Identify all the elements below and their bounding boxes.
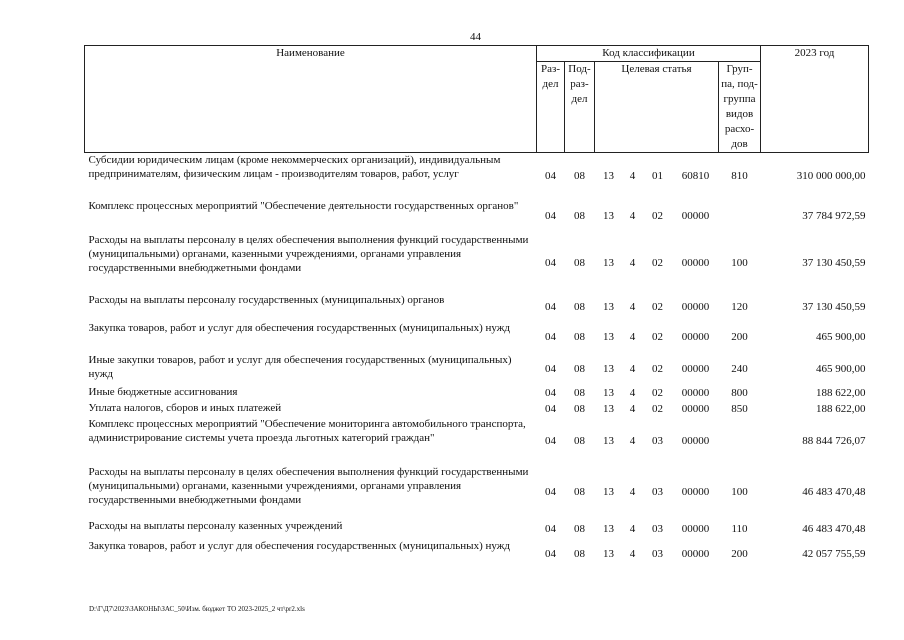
row-expense-group: 110 (731, 522, 748, 535)
row-amount: 465 900,00 (816, 362, 866, 375)
row-podrazdel: 08 (574, 169, 585, 182)
row-expense-group: 810 (731, 169, 748, 182)
row-target-article-type: 4 (629, 330, 636, 343)
row-target-article-type: 4 (629, 209, 636, 222)
row-amount: 310 000 000,00 (796, 169, 866, 182)
row-target-article-program: 13 (603, 547, 614, 560)
table-row (85, 153, 869, 199)
row-expense-group: 200 (731, 330, 748, 343)
row-target-article-type: 4 (629, 547, 636, 560)
row-target-article-program: 13 (603, 169, 614, 182)
row-amount: 37 784 972,59 (802, 209, 866, 222)
row-podrazdel: 08 (574, 402, 585, 415)
row-name: Комплекс процессных мероприятий "Обеспечение деятельности государственных органов" (88, 199, 519, 212)
row-target-article-direction: 00000 (681, 522, 710, 535)
row-target-article-type: 4 (629, 402, 636, 415)
row-name: Иные закупки товаров, работ и услуг для обеспечения государственных (муниципальных) нужд (88, 353, 512, 380)
row-target-article-program: 13 (603, 209, 614, 222)
page-number: 44 (470, 31, 481, 43)
row-amount: 46 483 470,48 (802, 485, 866, 498)
row-name: Закупка товаров, работ и услуг для обеспечения государственных (муниципальных) нужд (88, 321, 510, 334)
row-name: Закупка товаров, работ и услуг для обеспечения государственных (муниципальных) нужд (88, 539, 510, 552)
row-target-article-direction: 00000 (681, 300, 710, 313)
row-razdel: 04 (545, 362, 556, 375)
row-name: Иные бюджетные ассигнования (88, 385, 238, 398)
row-expense-group (719, 417, 761, 465)
row-target-article-complex: 02 (652, 386, 663, 399)
budget-table-container (84, 45, 869, 569)
header-razdel: Раз- дел (537, 62, 565, 153)
row-target-article-type: 4 (629, 362, 636, 375)
row-razdel: 04 (545, 256, 556, 269)
row-target-article-complex: 01 (652, 169, 663, 182)
row-amount: 465 900,00 (816, 330, 866, 343)
row-podrazdel: 08 (574, 485, 585, 498)
row-razdel: 04 (545, 485, 556, 498)
row-name: Субсидии юридическим лицам (кроме некоммерческих организаций), индивидуальным предпринимателям, физическим лицам - производителям товаров, работ, услуг (88, 154, 501, 180)
row-razdel: 04 (545, 169, 556, 182)
row-target-article-complex: 03 (652, 434, 663, 447)
row-target-article-direction: 00000 (681, 362, 710, 375)
row-name: Расходы на выплаты персоналу в целях обеспечения выполнения функций государственными (муниципальными) органами, казенными учреждениями, органами управления государственными внебюджетными фондами (88, 233, 529, 274)
row-target-article-complex: 03 (652, 522, 663, 535)
row-target-article-direction: 60810 (681, 169, 710, 182)
row-target-article-type: 4 (629, 485, 636, 498)
row-razdel: 04 (545, 386, 556, 399)
row-target-article-type: 4 (629, 169, 636, 182)
row-expense-group: 200 (731, 547, 748, 560)
table-row (85, 199, 869, 233)
row-target-article-program: 13 (603, 434, 614, 447)
row-target-article-program: 13 (603, 362, 614, 375)
row-razdel: 04 (545, 547, 556, 560)
row-podrazdel: 08 (574, 256, 585, 269)
table-row (85, 353, 869, 385)
table-row (85, 385, 869, 401)
row-target-article-type: 4 (629, 256, 636, 269)
table-body (85, 153, 869, 569)
row-target-article-complex: 02 (652, 209, 663, 222)
row-target-article-program: 13 (603, 256, 614, 269)
footer-file-path: D:\Г\Д7\2023\ЗАКОНЫ\ЗАС_50\Изм. бюджет ТО 2023-2025_2 чт\pr2.xls (89, 605, 305, 613)
table-row (85, 293, 869, 321)
header-group: Груп- па, под- группа видов расхо- дов (719, 62, 761, 153)
row-target-article-type: 4 (629, 386, 636, 399)
row-target-article-program: 13 (603, 485, 614, 498)
row-target-article-program: 13 (603, 300, 614, 313)
row-podrazdel: 08 (574, 330, 585, 343)
row-target-article-direction: 00000 (681, 434, 710, 447)
row-name: Расходы на выплаты персоналу государственных (муниципальных) органов (88, 293, 445, 306)
row-target-article-type: 4 (629, 434, 636, 447)
row-podrazdel: 08 (574, 386, 585, 399)
row-expense-group: 100 (731, 485, 748, 498)
row-target-article-direction: 00000 (681, 209, 710, 222)
row-podrazdel: 08 (574, 362, 585, 375)
table-row (85, 465, 869, 519)
row-amount: 188 622,00 (816, 402, 866, 415)
header-target-article: Целевая статья (595, 62, 719, 153)
row-razdel: 04 (545, 434, 556, 447)
row-expense-group (719, 199, 761, 233)
budget-table (84, 45, 869, 569)
row-amount: 42 057 755,59 (802, 547, 866, 560)
row-name: Расходы на выплаты персоналу в целях обеспечения выполнения функций государственными (муниципальными) органами, казенными учреждениями, органами управления государственными внебюджетными фондами (88, 465, 529, 506)
row-razdel: 04 (545, 300, 556, 313)
row-target-article-complex: 02 (652, 256, 663, 269)
row-target-article-program: 13 (603, 330, 614, 343)
table-row (85, 321, 869, 353)
row-target-article-complex: 03 (652, 547, 663, 560)
row-target-article-complex: 02 (652, 300, 663, 313)
row-amount: 188 622,00 (816, 386, 866, 399)
row-target-article-program: 13 (603, 522, 614, 535)
table-row (85, 519, 869, 539)
table-row (85, 417, 869, 465)
header-podrazdel: Под- раз- дел (565, 62, 595, 153)
row-podrazdel: 08 (574, 547, 585, 560)
header-year: 2023 год (761, 46, 869, 153)
row-target-article-direction: 00000 (681, 330, 710, 343)
row-name: Уплата налогов, сборов и иных платежей (88, 401, 282, 414)
row-target-article-type: 4 (629, 300, 636, 313)
row-target-article-complex: 02 (652, 362, 663, 375)
row-razdel: 04 (545, 330, 556, 343)
row-target-article-type: 4 (629, 522, 636, 535)
table-row (85, 539, 869, 569)
row-amount: 37 130 450,59 (802, 300, 866, 313)
table-header (85, 46, 869, 153)
row-expense-group: 100 (731, 256, 748, 269)
row-target-article-complex: 02 (652, 330, 663, 343)
row-razdel: 04 (545, 209, 556, 222)
row-amount: 88 844 726,07 (802, 434, 866, 447)
row-target-article-direction: 00000 (681, 402, 710, 415)
row-name: Расходы на выплаты персоналу казенных учреждений (88, 519, 343, 532)
row-podrazdel: 08 (574, 300, 585, 313)
row-target-article-complex: 03 (652, 485, 663, 498)
row-target-article-direction: 00000 (681, 256, 710, 269)
row-razdel: 04 (545, 402, 556, 415)
row-razdel: 04 (545, 522, 556, 535)
row-podrazdel: 08 (574, 434, 585, 447)
header-name: Наименование (85, 46, 537, 153)
row-podrazdel: 08 (574, 522, 585, 535)
row-expense-group: 120 (731, 300, 748, 313)
row-target-article-program: 13 (603, 402, 614, 415)
row-podrazdel: 08 (574, 209, 585, 222)
row-name: Комплекс процессных мероприятий "Обеспечение мониторинга автомобильного транспорта, администрирование системы учета проезда льготных категорий граждан" (88, 417, 526, 444)
row-target-article-complex: 02 (652, 402, 663, 415)
header-code-classification: Код классификации (537, 46, 761, 62)
row-expense-group: 240 (731, 362, 748, 375)
row-target-article-direction: 00000 (681, 485, 710, 498)
table-row (85, 233, 869, 293)
row-amount: 37 130 450,59 (802, 256, 866, 269)
row-target-article-direction: 00000 (681, 386, 710, 399)
row-target-article-program: 13 (603, 386, 614, 399)
row-expense-group: 800 (731, 386, 748, 399)
table-row (85, 401, 869, 417)
row-expense-group: 850 (731, 402, 748, 415)
row-amount: 46 483 470,48 (802, 522, 866, 535)
row-target-article-direction: 00000 (681, 547, 710, 560)
